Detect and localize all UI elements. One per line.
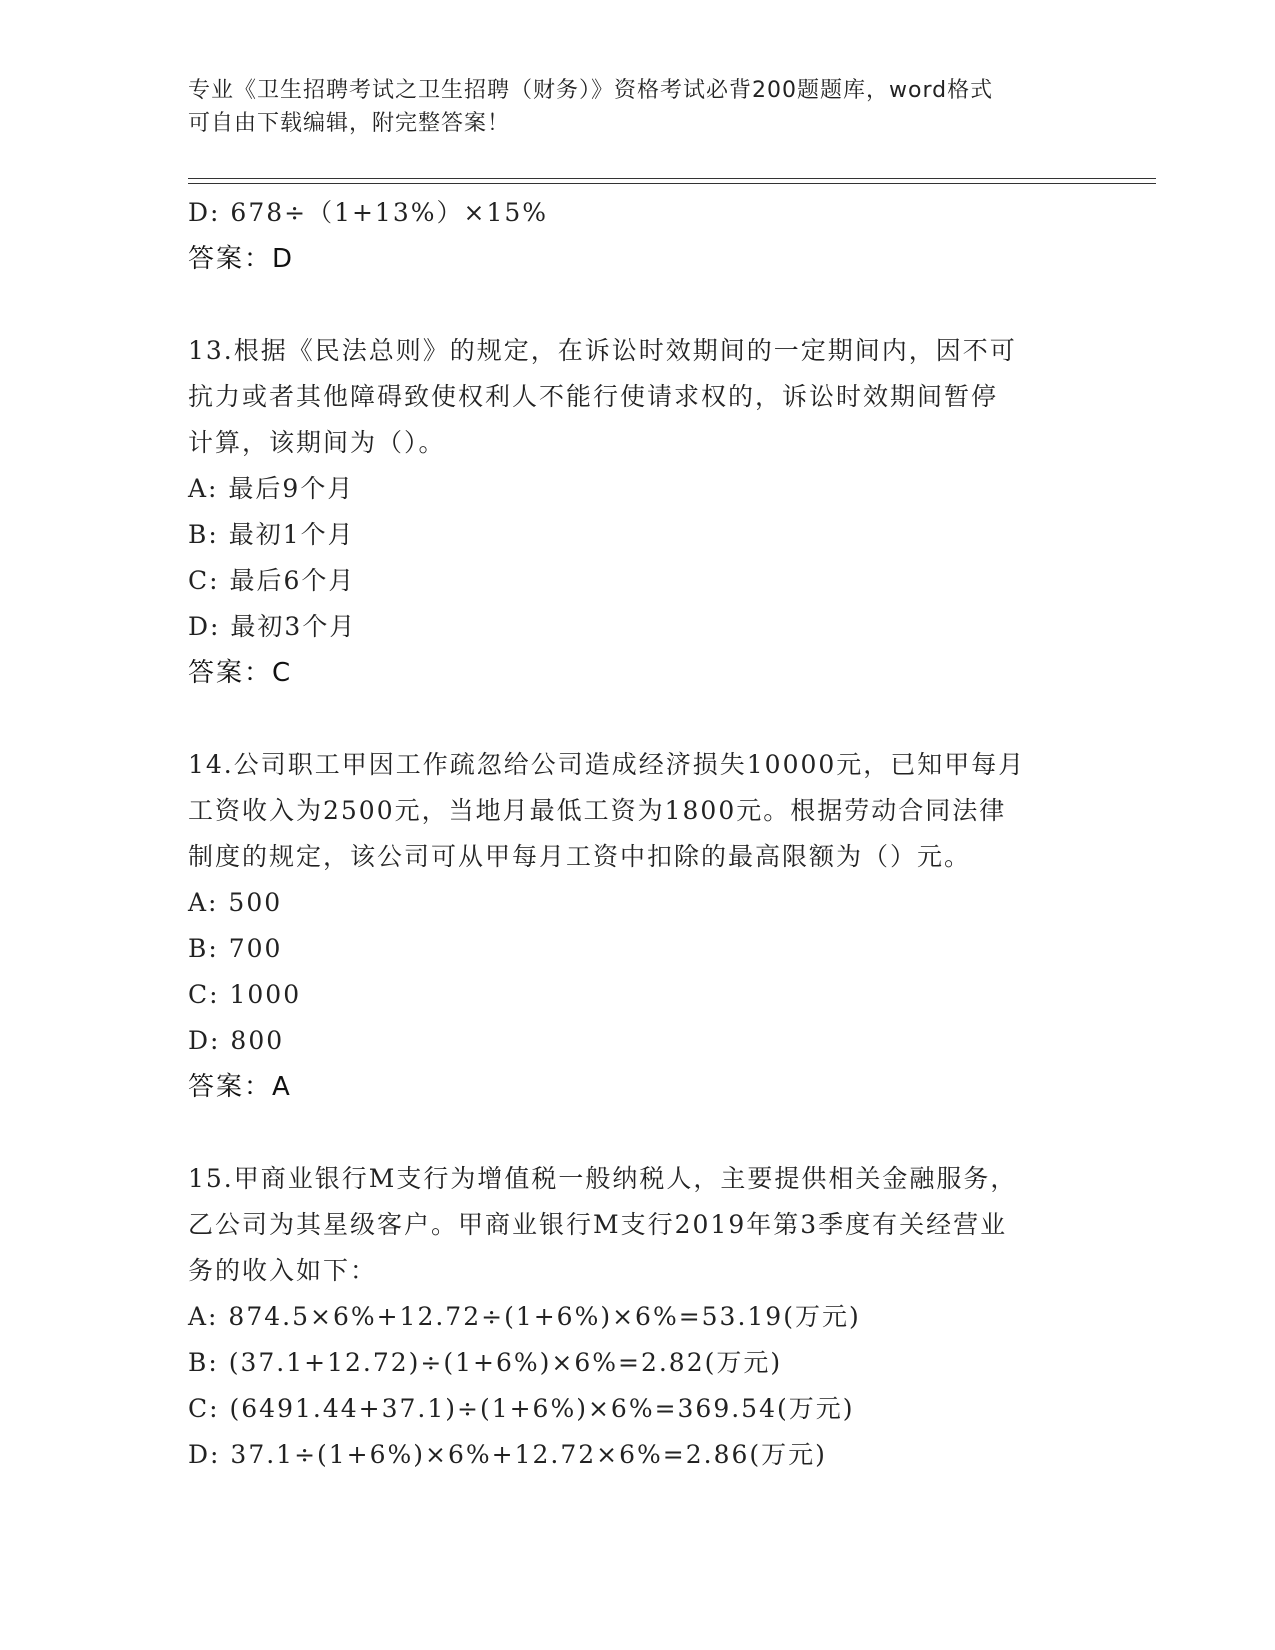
header-rule-bottom [188, 183, 1156, 184]
option-d: D: 800 [188, 1026, 285, 1055]
option-b: B: (37.1+12.72)÷(1+6%)×6%=2.82(万元) [188, 1348, 783, 1377]
question-15 [188, 1156, 1088, 1478]
header-line-2: 可自由下载编辑，附完整答案！ [188, 111, 511, 136]
question-stem-line: 务的收入如下： [188, 1256, 378, 1285]
question-stem-line: 制度的规定，该公司可从甲每月工资中扣除的最高限额为（）元。 [188, 842, 972, 871]
question-stem-line: 15.甲商业银行M支行为增值税一般纳税人，主要提供相关金融服务， [188, 1164, 1018, 1193]
option-a: A: 500 [188, 888, 283, 917]
answer-line: 答案：D [188, 244, 295, 274]
option-d: D: 最初3个月 [188, 612, 357, 641]
header-rule-top [188, 178, 1156, 179]
page-header [188, 74, 1068, 140]
option-d: D: 37.1÷(1+6%)×6%+12.72×6%=2.86(万元) [188, 1440, 827, 1469]
option-c: C: 最后6个月 [188, 566, 356, 595]
question-stem-line: 计算，该期间为（）。 [188, 428, 446, 457]
header-line-1: 专业《卫生招聘考试之卫生招聘（财务）》资格考试必背200题题库，word格式 [188, 78, 994, 103]
question-14 [188, 742, 1088, 1110]
answer-line: 答案：A [188, 1072, 292, 1102]
question-stem-line: 工资收入为2500元，当地月最低工资为1800元。根据劳动合同法律 [188, 796, 1007, 825]
question-13 [188, 328, 1088, 696]
question-stem-line: 乙公司为其星级客户。甲商业银行M支行2019年第3季度有关经营业 [188, 1210, 1008, 1239]
option-a: A: 874.5×6%+12.72÷(1+6%)×6%=53.19(万元) [188, 1302, 861, 1331]
option-b: B: 700 [188, 934, 283, 963]
spacer [188, 282, 1088, 328]
option-a: A: 最后9个月 [188, 474, 355, 503]
question-stem-line: 14.公司职工甲因工作疏忽给公司造成经济损失10000元，已知甲每月 [188, 750, 1026, 779]
spacer [188, 696, 1088, 742]
option-c: C: 1000 [188, 980, 302, 1009]
option-b: B: 最初1个月 [188, 520, 355, 549]
spacer [188, 1110, 1088, 1156]
question-stem-line: 抗力或者其他障碍致使权利人不能行使请求权的，诉讼时效期间暂停 [188, 382, 999, 411]
option-d: D: 678÷（1+13%）×15% [188, 198, 549, 227]
option-c: C: (6491.44+37.1)÷(1+6%)×6%=369.54(万元) [188, 1394, 855, 1423]
question-stem-line: 13.根据《民法总则》的规定，在诉讼时效期间的一定期间内，因不可 [188, 336, 1017, 365]
document-body [188, 190, 1088, 1478]
answer-line: 答案：C [188, 658, 293, 688]
question-12-tail [188, 190, 1088, 282]
